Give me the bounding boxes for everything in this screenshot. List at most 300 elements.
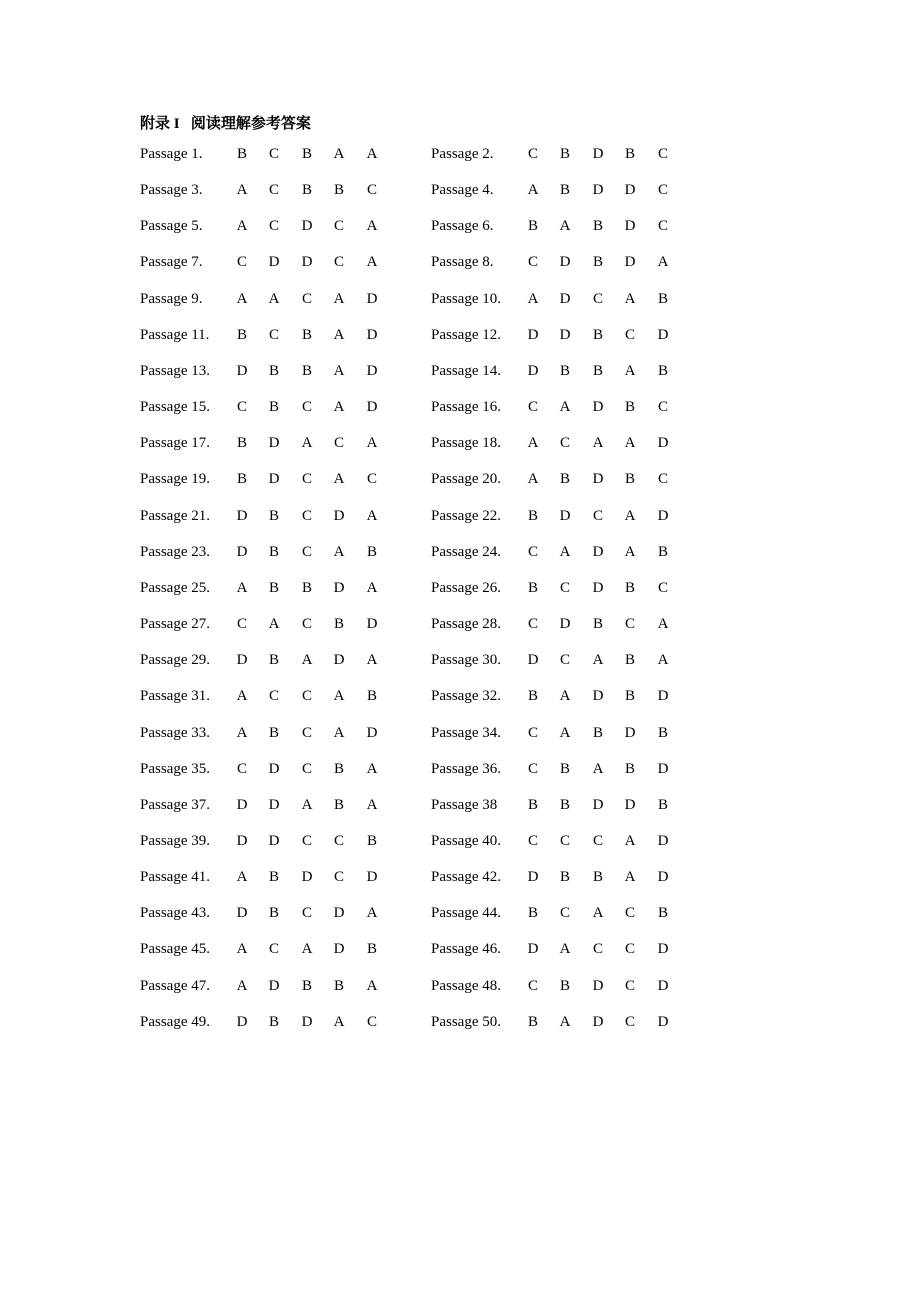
passage-label: Passage 43.: [140, 905, 210, 922]
answer-letter: D: [333, 652, 345, 669]
answer-letter: A: [333, 471, 345, 488]
passage-label: Passage 10.: [431, 290, 501, 307]
answer-letter: A: [333, 146, 345, 162]
answer-letter: B: [333, 796, 344, 813]
answer-letter: D: [301, 1013, 313, 1030]
answer-letter: A: [366, 254, 378, 271]
answer-letter: D: [592, 399, 604, 416]
answer-letter: C: [624, 1013, 635, 1030]
answer-letter: C: [657, 579, 668, 596]
passage-label: Passage 7.: [140, 254, 203, 271]
answer-letter: C: [236, 254, 247, 271]
answer-row: [140, 614, 700, 650]
passage-label: Passage 42.: [431, 869, 501, 886]
answer-row: [140, 216, 700, 252]
answer-letter: A: [559, 218, 571, 235]
passage-label: Passage 8.: [431, 254, 494, 271]
answer-letter: C: [527, 760, 538, 777]
passage-label: Passage 50.: [431, 1013, 501, 1030]
answer-letter: A: [333, 1013, 345, 1030]
passage-label: Passage 20.: [431, 471, 501, 488]
answer-letter: B: [333, 616, 344, 633]
passage-label: Passage 24.: [431, 543, 501, 560]
answer-letter: A: [366, 977, 378, 994]
answer-letter: B: [657, 796, 668, 813]
answer-letter: B: [268, 399, 279, 416]
answer-letter: D: [657, 832, 669, 849]
passage-label: Passage 41.: [140, 869, 210, 886]
answer-letter: B: [559, 471, 570, 488]
answer-letter: D: [657, 977, 669, 994]
answer-letter: C: [301, 905, 312, 922]
answer-letter: C: [301, 616, 312, 633]
answer-letter: D: [559, 326, 571, 343]
answer-letter: A: [559, 399, 571, 416]
answer-letter: D: [527, 362, 539, 379]
answer-letter: D: [527, 941, 539, 958]
answer-letter: D: [657, 435, 669, 452]
answer-letter: B: [592, 362, 603, 379]
answer-letter: B: [236, 435, 247, 452]
passage-label: Passage 5.: [140, 218, 203, 235]
passage-label: Passage 48.: [431, 977, 501, 994]
answer-letter: C: [301, 507, 312, 524]
answer-letter: A: [333, 688, 345, 705]
answer-letter: C: [657, 146, 668, 162]
answer-letter: D: [366, 326, 378, 343]
answer-letter: C: [366, 471, 377, 488]
answer-letter: A: [624, 832, 636, 849]
answer-letter: B: [559, 362, 570, 379]
passage-label: Passage 1.: [140, 146, 203, 162]
answer-letter: D: [333, 941, 345, 958]
answer-row: [140, 397, 700, 433]
answer-letter: A: [624, 543, 636, 560]
answer-letter: B: [301, 977, 312, 994]
answer-letter: B: [236, 471, 247, 488]
passage-label: Passage 14.: [431, 362, 501, 379]
answer-letter: A: [236, 724, 248, 741]
answer-letter: D: [592, 796, 604, 813]
answer-letter: A: [592, 760, 604, 777]
answer-letter: C: [657, 182, 668, 199]
answer-letter: B: [366, 941, 377, 958]
answer-letter: D: [624, 796, 636, 813]
passage-label: Passage 44.: [431, 905, 501, 922]
passage-label: Passage 15.: [140, 399, 210, 416]
answer-row: [140, 650, 700, 686]
answer-row: [140, 759, 700, 795]
passage-label: Passage 30.: [431, 652, 501, 669]
answer-letter: D: [559, 507, 571, 524]
answer-letter: B: [527, 218, 538, 235]
passage-label: Passage 46.: [431, 941, 501, 958]
answer-letter: A: [366, 796, 378, 813]
answer-letter: B: [657, 724, 668, 741]
answer-letter: C: [301, 471, 312, 488]
answer-letter: A: [527, 471, 539, 488]
answer-letter: A: [592, 652, 604, 669]
answer-letter: B: [527, 905, 538, 922]
answer-letter: D: [236, 832, 248, 849]
answer-letter: B: [624, 146, 635, 162]
page-title: 附录 I 阅读理解参考答案: [140, 116, 311, 132]
answer-row: [140, 325, 700, 361]
answer-letter: B: [592, 218, 603, 235]
answer-letter: B: [366, 832, 377, 849]
answer-letter: A: [301, 796, 313, 813]
passage-label: Passage 3.: [140, 182, 203, 199]
answer-letter: B: [527, 796, 538, 813]
answer-letter: C: [624, 941, 635, 958]
passage-label: Passage 26.: [431, 579, 501, 596]
answer-letter: B: [527, 579, 538, 596]
answer-letter: D: [592, 1013, 604, 1030]
passage-label: Passage 32.: [431, 688, 501, 705]
answer-letter: B: [333, 977, 344, 994]
answer-letter: C: [333, 218, 344, 235]
answer-letter: A: [366, 579, 378, 596]
answer-letter: D: [624, 254, 636, 271]
answer-letter: C: [268, 326, 279, 343]
answer-letter: B: [559, 977, 570, 994]
answer-letter: D: [268, 471, 280, 488]
passage-label: Passage 34.: [431, 724, 501, 741]
passage-label: Passage 27.: [140, 616, 210, 633]
answer-letter: A: [527, 290, 539, 307]
answer-letter: C: [301, 543, 312, 560]
answer-row: [140, 433, 700, 469]
answer-letter: C: [268, 941, 279, 958]
answer-letter: C: [301, 290, 312, 307]
answer-letter: A: [657, 652, 669, 669]
answer-letter: D: [236, 652, 248, 669]
answer-letter: C: [236, 616, 247, 633]
answer-row: [140, 723, 700, 759]
answer-letter: C: [527, 724, 538, 741]
answer-letter: C: [592, 832, 603, 849]
passage-label: Passage 33.: [140, 724, 210, 741]
answer-letter: B: [301, 146, 312, 162]
answer-letter: A: [657, 254, 669, 271]
answer-row: [140, 976, 700, 1012]
passage-label: Passage 9.: [140, 290, 203, 307]
answer-letter: D: [236, 796, 248, 813]
answer-letter: C: [624, 616, 635, 633]
answer-letter: A: [527, 435, 539, 452]
answer-row: [140, 578, 700, 614]
passage-label: Passage 22.: [431, 507, 501, 524]
answer-letter: D: [559, 290, 571, 307]
answer-letter: B: [559, 796, 570, 813]
answer-letter: C: [268, 146, 279, 162]
answer-letter: B: [624, 652, 635, 669]
passage-label: Passage 29.: [140, 652, 210, 669]
answer-letter: B: [301, 182, 312, 199]
answer-letter: D: [657, 1013, 669, 1030]
answer-letter: B: [657, 362, 668, 379]
answer-letter: B: [268, 652, 279, 669]
answer-letter: A: [624, 290, 636, 307]
answer-letter: A: [333, 543, 345, 560]
answer-letter: D: [268, 760, 280, 777]
answer-letter: D: [657, 869, 669, 886]
answer-letter: D: [527, 869, 539, 886]
answer-letter: D: [301, 254, 313, 271]
passage-label: Passage 23.: [140, 543, 210, 560]
answer-letter: A: [236, 688, 248, 705]
answer-letter: D: [657, 326, 669, 343]
answer-letter: B: [268, 543, 279, 560]
answer-letter: D: [657, 941, 669, 958]
passage-label: Passage 25.: [140, 579, 210, 596]
answer-letter: C: [624, 326, 635, 343]
answer-letter: C: [366, 1013, 377, 1030]
answer-letter: A: [592, 905, 604, 922]
answer-row: [140, 361, 700, 397]
answer-letter: B: [527, 507, 538, 524]
answer-letter: B: [559, 182, 570, 199]
answer-row: [140, 1012, 700, 1048]
answer-letter: B: [559, 760, 570, 777]
answer-row: [140, 867, 700, 903]
answer-letter: A: [624, 362, 636, 379]
answer-letter: B: [657, 543, 668, 560]
answer-letter: B: [301, 362, 312, 379]
passage-label: Passage 21.: [140, 507, 210, 524]
answer-row: [140, 180, 700, 216]
answer-letter: D: [236, 362, 248, 379]
answer-letter: A: [268, 290, 280, 307]
answer-letter: B: [366, 543, 377, 560]
answer-letter: A: [236, 182, 248, 199]
answer-letter: C: [657, 399, 668, 416]
answer-letter: A: [559, 941, 571, 958]
answer-row: [140, 831, 700, 867]
answer-letter: D: [592, 146, 604, 162]
answer-letter: B: [624, 471, 635, 488]
passage-label: Passage 2.: [431, 146, 494, 162]
answer-letter: C: [268, 218, 279, 235]
answer-letter: D: [301, 218, 313, 235]
answer-letter: A: [366, 218, 378, 235]
answer-letter: B: [268, 905, 279, 922]
answer-letter: A: [236, 218, 248, 235]
answer-letter: C: [527, 254, 538, 271]
passage-label: Passage 45.: [140, 941, 210, 958]
answer-letter: D: [592, 688, 604, 705]
answer-letter: C: [527, 616, 538, 633]
answer-letter: A: [366, 507, 378, 524]
answer-letter: A: [559, 724, 571, 741]
answer-letter: D: [366, 724, 378, 741]
answer-letter: D: [559, 616, 571, 633]
answer-letter: A: [592, 435, 604, 452]
answer-letter: D: [301, 869, 313, 886]
answer-letter: B: [268, 507, 279, 524]
answer-letter: C: [657, 218, 668, 235]
answer-letter: D: [236, 543, 248, 560]
answer-letter: D: [268, 435, 280, 452]
answer-letter: B: [333, 182, 344, 199]
answer-letter: A: [333, 326, 345, 343]
answer-letter: C: [301, 399, 312, 416]
answer-letter: C: [527, 543, 538, 560]
answer-letter: D: [559, 254, 571, 271]
answer-letter: A: [301, 652, 313, 669]
answer-letter: A: [333, 399, 345, 416]
answer-letter: D: [527, 652, 539, 669]
answer-letter: C: [268, 688, 279, 705]
answer-letter: C: [592, 507, 603, 524]
passage-label: Passage 4.: [431, 182, 494, 199]
answer-letter: B: [592, 254, 603, 271]
answer-letter: A: [236, 290, 248, 307]
answer-letter: C: [366, 182, 377, 199]
answer-letter: A: [527, 182, 539, 199]
answer-letter: B: [268, 362, 279, 379]
answer-letter: C: [527, 399, 538, 416]
answer-letter: D: [236, 905, 248, 922]
answer-letter: B: [624, 760, 635, 777]
answer-letter: D: [236, 507, 248, 524]
answer-letter: A: [624, 507, 636, 524]
answer-letter: A: [333, 290, 345, 307]
answer-letter: D: [333, 507, 345, 524]
answer-letter: A: [366, 652, 378, 669]
answer-letter: A: [624, 435, 636, 452]
answer-row: [140, 939, 700, 975]
answer-row: [140, 795, 700, 831]
passage-label: Passage 6.: [431, 218, 494, 235]
answer-letter: D: [268, 254, 280, 271]
answer-letter: B: [657, 290, 668, 307]
answer-letter: D: [592, 543, 604, 560]
answer-letter: D: [333, 905, 345, 922]
answer-letter: B: [268, 869, 279, 886]
answer-letter: D: [592, 182, 604, 199]
answer-letter: C: [559, 579, 570, 596]
passage-label: Passage 38: [431, 796, 498, 813]
answer-letter: D: [366, 362, 378, 379]
passage-label: Passage 35.: [140, 760, 210, 777]
answer-letter: D: [527, 326, 539, 343]
answer-letter: B: [592, 724, 603, 741]
answer-letter: D: [624, 182, 636, 199]
answer-letter: A: [657, 616, 669, 633]
answer-letter: C: [624, 905, 635, 922]
answer-row: [140, 903, 700, 939]
answer-letter: B: [236, 326, 247, 343]
passage-label: Passage 17.: [140, 435, 210, 452]
answer-letter: B: [592, 616, 603, 633]
answer-row: [140, 252, 700, 288]
passage-label: Passage 47.: [140, 977, 210, 994]
answer-letter: A: [268, 616, 280, 633]
answer-letter: D: [366, 869, 378, 886]
answer-letter: C: [301, 832, 312, 849]
answer-row: [140, 506, 700, 542]
answer-letter: C: [592, 290, 603, 307]
answer-letter: D: [236, 1013, 248, 1030]
answer-letter: D: [657, 688, 669, 705]
answer-letter: A: [333, 362, 345, 379]
passage-label: Passage 18.: [431, 435, 501, 452]
answer-letter: B: [236, 146, 247, 162]
answer-letter: A: [366, 146, 378, 162]
answer-row: [140, 144, 700, 180]
passage-label: Passage 40.: [431, 832, 501, 849]
answer-letter: A: [366, 905, 378, 922]
answer-letter: B: [592, 326, 603, 343]
passage-label: Passage 36.: [431, 760, 501, 777]
answer-letter: C: [592, 941, 603, 958]
answer-row: [140, 542, 700, 578]
answer-letter: B: [301, 326, 312, 343]
answer-letter: D: [268, 977, 280, 994]
answer-row: [140, 469, 700, 505]
answer-letter: D: [366, 290, 378, 307]
answer-letter: D: [624, 218, 636, 235]
answer-letter: C: [268, 182, 279, 199]
answer-letter: B: [301, 579, 312, 596]
answer-letter: D: [268, 796, 280, 813]
answer-letter: A: [624, 869, 636, 886]
answer-letter: D: [366, 399, 378, 416]
answer-letter: A: [366, 435, 378, 452]
answer-letter: B: [268, 724, 279, 741]
answer-row: [140, 686, 700, 722]
passage-label: Passage 49.: [140, 1013, 210, 1030]
answer-letter: A: [301, 941, 313, 958]
answer-letter: D: [592, 579, 604, 596]
answer-letter: C: [527, 832, 538, 849]
answer-letter: A: [559, 1013, 571, 1030]
answer-letter: C: [559, 652, 570, 669]
passage-label: Passage 31.: [140, 688, 210, 705]
answer-letter: B: [527, 688, 538, 705]
answer-letter: A: [301, 435, 313, 452]
answer-letter: A: [366, 760, 378, 777]
answer-letter: A: [236, 977, 248, 994]
answer-letter: B: [559, 146, 570, 162]
answer-letter: C: [559, 832, 570, 849]
passage-label: Passage 19.: [140, 471, 210, 488]
answer-letter: C: [527, 146, 538, 162]
answer-letter: B: [333, 760, 344, 777]
answer-letter: D: [624, 724, 636, 741]
answer-letter: C: [333, 435, 344, 452]
answer-letter: C: [301, 760, 312, 777]
passage-label: Passage 12.: [431, 326, 501, 343]
answer-letter: D: [366, 616, 378, 633]
answer-letter: C: [657, 471, 668, 488]
answer-letter: B: [366, 688, 377, 705]
answer-letter: B: [268, 579, 279, 596]
answer-letter: B: [268, 1013, 279, 1030]
answer-row: [140, 289, 700, 325]
passage-label: Passage 28.: [431, 616, 501, 633]
answer-letter: C: [559, 905, 570, 922]
answer-letter: C: [333, 832, 344, 849]
answer-letter: B: [624, 579, 635, 596]
answer-letter: C: [236, 760, 247, 777]
answer-letter: B: [527, 1013, 538, 1030]
answer-letter: A: [559, 543, 571, 560]
answer-letter: A: [333, 724, 345, 741]
answer-letter: D: [333, 579, 345, 596]
passage-label: Passage 39.: [140, 832, 210, 849]
